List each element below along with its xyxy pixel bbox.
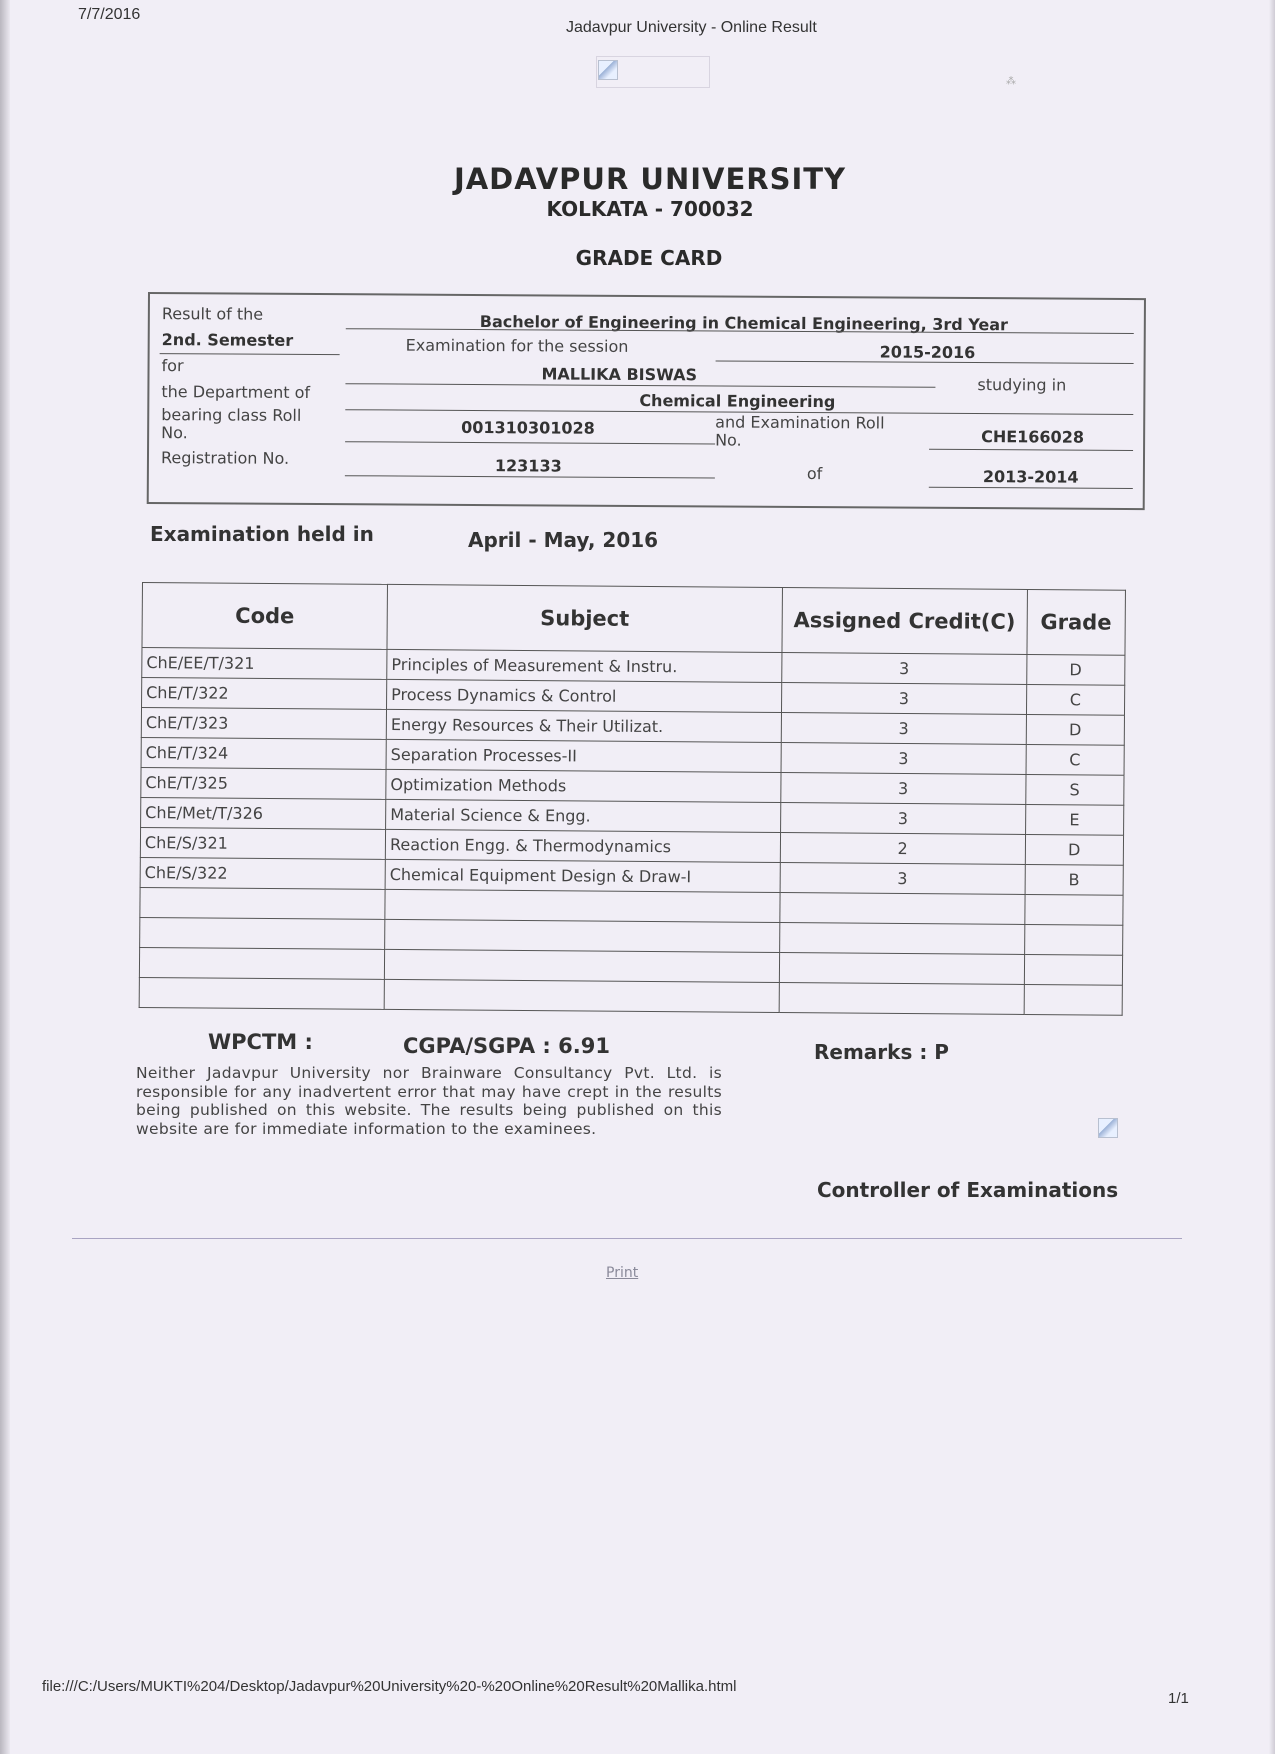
department-label: the Department of bbox=[161, 382, 311, 402]
credit-cell: 2 bbox=[780, 833, 1025, 865]
class-roll-label: bearing class Roll No. bbox=[161, 405, 302, 443]
code-cell: ChE/T/324 bbox=[141, 737, 386, 769]
grades-table bbox=[139, 582, 1126, 1016]
session-value: 2015-2016 bbox=[879, 342, 976, 363]
student-name-value: MALLIKA BISWAS bbox=[541, 364, 698, 385]
exam-session-label: Examination for the session bbox=[405, 335, 629, 356]
code-cell: ChE/Met/T/326 bbox=[141, 797, 386, 829]
grade-cell: S bbox=[1025, 774, 1124, 805]
credit-cell: 3 bbox=[781, 683, 1026, 715]
result-of-label: Result of the bbox=[161, 304, 264, 324]
credit-cell: 3 bbox=[781, 773, 1026, 805]
print-link[interactable]: Print bbox=[606, 1265, 639, 1281]
student-info-box bbox=[147, 292, 1146, 510]
semester-value: 2nd. Semester bbox=[161, 330, 294, 350]
print-page-count: 1/1 bbox=[1168, 1690, 1189, 1707]
grade-cell: E bbox=[1025, 804, 1124, 835]
code-cell: ChE/T/323 bbox=[141, 708, 386, 740]
department-value: Chemical Engineering bbox=[639, 391, 836, 412]
exam-roll-value: CHE166028 bbox=[981, 427, 1085, 447]
cgpa-sgpa: CGPA/SGPA : 6.91 bbox=[403, 1034, 610, 1058]
credit-cell: 3 bbox=[782, 653, 1027, 685]
registration-value: 123133 bbox=[494, 456, 562, 476]
studying-in-label: studying in bbox=[977, 375, 1067, 395]
subject-cell: Material Science & Engg. bbox=[386, 799, 781, 832]
broken-image-icon bbox=[1098, 1118, 1118, 1138]
of-label: of bbox=[806, 464, 823, 484]
table-header-row bbox=[142, 583, 1125, 656]
code-cell: ChE/T/325 bbox=[141, 767, 386, 799]
column-header-grade: Grade bbox=[1027, 589, 1126, 655]
underline bbox=[716, 360, 1134, 364]
code-cell: ChE/EE/T/321 bbox=[142, 648, 387, 680]
footer-divider bbox=[72, 1238, 1182, 1239]
underline bbox=[345, 475, 715, 478]
underline bbox=[345, 441, 715, 444]
credit-cell: 3 bbox=[781, 713, 1026, 745]
print-file-url: file:///C:/Users/MUKTI%204/Desktop/Jadavpur%20University%20-%20Online%20Result%20Mallika.html bbox=[42, 1678, 737, 1695]
disclaimer-text: Neither Jadavpur University nor Brainware Consultancy Pvt. Ltd. is responsible for any inadvertent error that may have crept in the results being published on this website. The results being published on this website are for immediate information to the examinees. bbox=[136, 1064, 722, 1138]
column-header-code: Code bbox=[142, 583, 388, 650]
broken-image-icon: ⁂ bbox=[1006, 76, 1016, 87]
empty-table-row bbox=[139, 977, 1122, 1015]
subject-cell: Chemical Equipment Design & Draw-I bbox=[385, 859, 780, 892]
grade-cell: D bbox=[1025, 834, 1124, 865]
subject-cell: Principles of Measurement & Instru. bbox=[387, 649, 782, 682]
wpctm-label: WPCTM : bbox=[208, 1030, 313, 1054]
programme-value: Bachelor of Engineering in Chemical Engineering, 3rd Year bbox=[479, 312, 1009, 335]
class-roll-value: 001310301028 bbox=[461, 417, 595, 438]
university-city: KOLKATA - 700032 bbox=[546, 197, 754, 221]
grade-card-title: GRADE CARD bbox=[575, 246, 723, 270]
grade-cell: D bbox=[1026, 714, 1125, 745]
print-date: 7/7/2016 bbox=[78, 6, 141, 23]
credit-cell: 3 bbox=[781, 743, 1026, 775]
grade-cell: B bbox=[1025, 864, 1124, 895]
underline bbox=[929, 487, 1133, 489]
subject-cell: Optimization Methods bbox=[386, 769, 781, 802]
broken-image-icon bbox=[598, 60, 618, 80]
code-cell: ChE/T/322 bbox=[142, 678, 387, 710]
credit-cell: 3 bbox=[780, 863, 1025, 895]
code-cell: ChE/S/321 bbox=[140, 827, 385, 859]
subject-cell: Energy Resources & Their Utilizat. bbox=[386, 709, 781, 742]
grade-cell: C bbox=[1026, 744, 1125, 775]
exam-held-value: April - May, 2016 bbox=[468, 528, 659, 552]
credit-cell: 3 bbox=[780, 803, 1025, 835]
grade-cell: C bbox=[1026, 684, 1125, 715]
exam-roll-label: and Examination Roll No. bbox=[715, 412, 885, 450]
column-header-subject: Subject bbox=[387, 584, 782, 652]
subject-cell: Reaction Engg. & Thermodynamics bbox=[385, 829, 780, 862]
registration-year-value: 2013-2014 bbox=[982, 467, 1079, 487]
column-header-credit: Assigned Credit(C) bbox=[782, 588, 1027, 655]
university-name: JADAVPUR UNIVERSITY bbox=[453, 162, 847, 196]
grade-cell: D bbox=[1026, 654, 1125, 685]
print-page-title: Jadavpur University - Online Result bbox=[566, 19, 817, 36]
for-label: for bbox=[161, 356, 184, 376]
subject-cell: Process Dynamics & Control bbox=[387, 679, 782, 712]
subject-cell: Separation Processes-II bbox=[386, 739, 781, 772]
exam-held-label: Examination held in bbox=[150, 522, 374, 546]
code-cell: ChE/S/322 bbox=[140, 857, 385, 889]
underline bbox=[160, 353, 340, 355]
registration-label: Registration No. bbox=[160, 448, 290, 468]
underline bbox=[929, 449, 1133, 451]
remarks: Remarks : P bbox=[814, 1040, 949, 1064]
controller-of-examinations: Controller of Examinations bbox=[817, 1178, 1119, 1202]
